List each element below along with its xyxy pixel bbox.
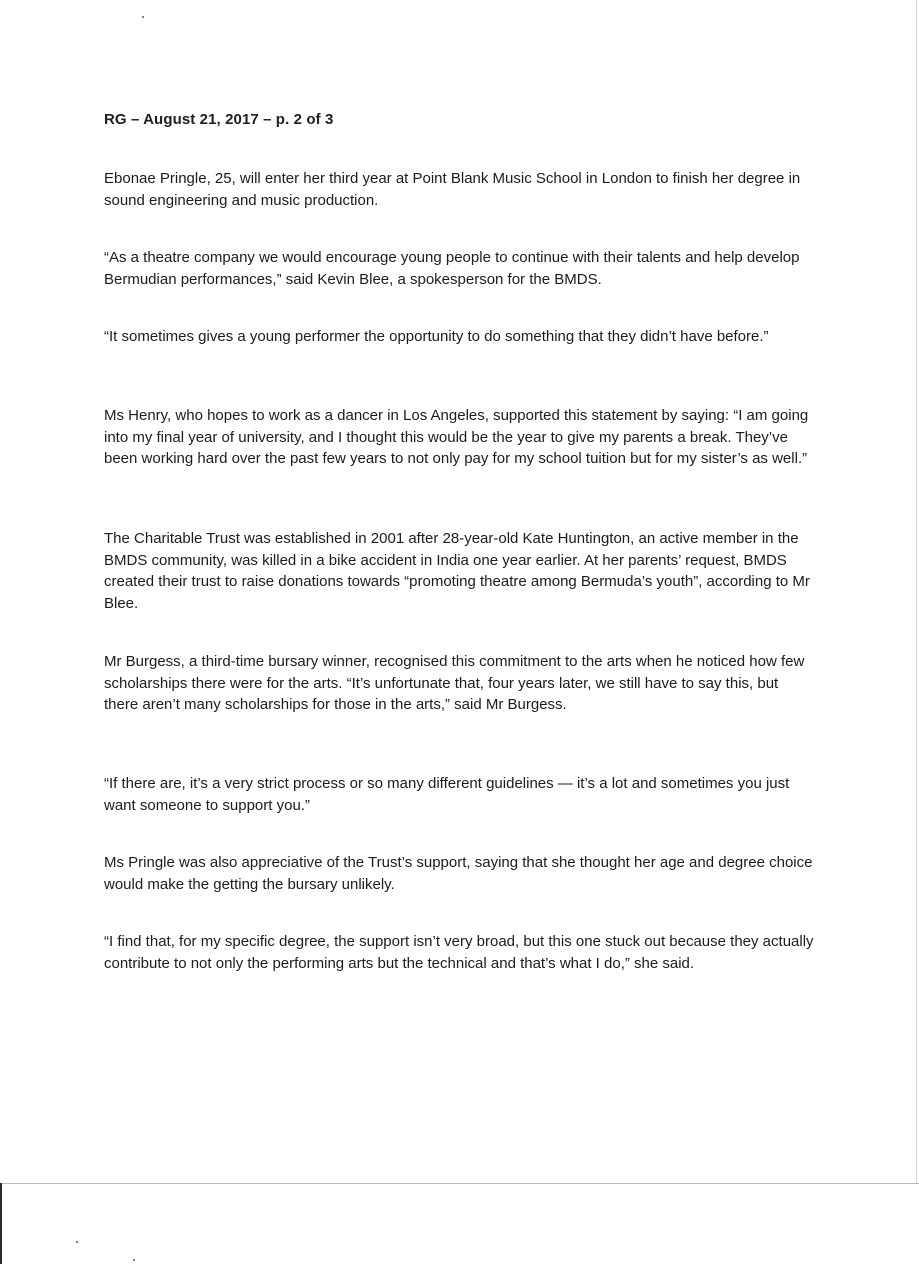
page-header: RG – August 21, 2017 – p. 2 of 3 bbox=[104, 111, 334, 128]
paragraph-pringle-appreciation: Ms Pringle was also appreciative of the Trust’s support, saying that she thought her age and degree choice would make the getting the bursary unlikely. bbox=[104, 854, 813, 893]
paragraph-blee-quote-cont: “It sometimes gives a young performer the opportunity to do something that they didn’t have before.” bbox=[104, 328, 769, 345]
paragraph-pringle-quote: “I find that, for my specific degree, the support isn’t very broad, but this one stuck out because they actually contribute to not only the performing arts but the technical and that’s what I do,” she said. bbox=[104, 933, 814, 972]
paragraph-charitable-trust: The Charitable Trust was established in 2001 after 28-year-old Kate Huntington, an active member in the BMDS community, was killed in a bike accident in India one year earlier. At her parents’ request, BMDS created their trust to raise donations towards “promoting theatre among Bermuda’s youth”, according to Mr Blee. bbox=[104, 530, 810, 612]
paragraph-henry-quote: Ms Henry, who hopes to work as a dancer in Los Angeles, supported this statement by saying: “I am going into my final year of university, and I thought this would be the year to give my parents a break. They’ve been working hard over the past few years to not only pay for my school tuition but for my sister’s as well.” bbox=[104, 407, 809, 468]
paragraph-burgess-quote-cont: “If there are, it’s a very strict process or so many different guidelines — it’s a lot and sometimes you just want someone to support you.” bbox=[104, 775, 790, 814]
paragraph-burgess: Mr Burgess, a third-time bursary winner, recognised this commitment to the arts when he noticed how few scholarships there were for the arts. “It’s unfortunate that, four years later, we still have to say this, but there aren’t many scholarships for those in the arts,” said Mr Burgess. bbox=[104, 653, 805, 714]
scan-edge-right bbox=[916, 0, 917, 1183]
scan-speck bbox=[142, 16, 144, 18]
scan-speck bbox=[76, 1241, 78, 1243]
scan-speck bbox=[133, 1259, 135, 1261]
scan-edge-left bbox=[0, 1183, 2, 1264]
scan-page-boundary bbox=[0, 1183, 919, 1184]
paragraph-pringle-intro: Ebonae Pringle, 25, will enter her third year at Point Blank Music School in London to finish her degree in sound engineering and music production. bbox=[104, 170, 801, 209]
paragraph-blee-quote: “As a theatre company we would encourage young people to continue with their talents and help develop Bermudian performances,” said Kevin Blee, a spokesperson for the BMDS. bbox=[104, 249, 800, 288]
